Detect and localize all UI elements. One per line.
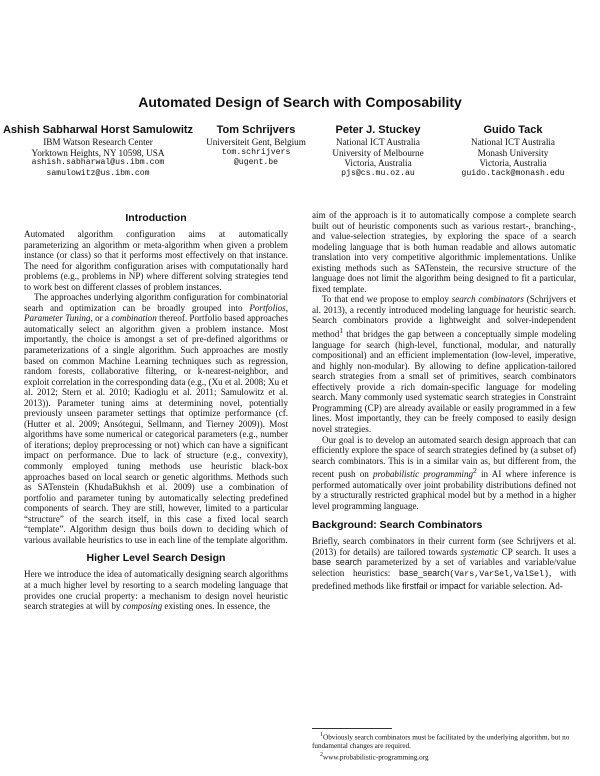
author-email: guido.tack@monash.edu xyxy=(461,168,565,178)
author-affiliation: Universiteit Gent, Belgium xyxy=(206,137,306,147)
section-heading-introduction: Introduction xyxy=(125,212,187,224)
footnote-ref: 1 xyxy=(339,326,344,336)
author-affiliation: University of Melbourne xyxy=(332,147,424,158)
intro-paragraph: Automated algorithm configuration aims at automatically parameterizing an algorithm or meta-algorithm when given a problem instance (or class) so that it performs most effectively on that instance. The need for algorithm configuration arises with computationally hard problems (e.g., problems in NP) where different solving strategies tend to work best on different classes of problem instances. xyxy=(24,229,288,292)
author-affiliation: National ICT Australia xyxy=(470,137,556,147)
author-name: Tom Schrijvers xyxy=(216,124,296,136)
author-name: Peter J. Stuckey xyxy=(335,124,421,136)
background-paragraph: Briefly, search combinators in their current form (see Schrijvers et al. (2013) for details) are tailored towards systematic CP search. It uses a base search parameterized by a set of variables and variable/value selection heuristics: base_search(Vars,VarSel,ValSel), with predefined methods like firstfail or impact for variable selection. Ad- xyxy=(312,536,577,591)
body-paragraph: aim of the approach is it to automatically compose a complete search built out of heuristic components such as various restart-, branching-, and value-selection strategies, by exploring the space of a search modeling language that is both human readable and allows automatic translation into very competitive algorithmic implementations. Unlike existing methods such as SATenstein, the recursive structure of the language does not limit the algorithm being designed to fit a particular, fixed template. xyxy=(312,210,576,294)
author-address: Yorktown Heights, NY 10598, USA xyxy=(31,147,165,158)
right-column xyxy=(312,210,576,591)
footnotes xyxy=(312,731,576,763)
author-block-ibm xyxy=(0,124,196,179)
footnote-1: $^1$Obviously search combinators must be facilitated by the underlying algorithm, but no fundamental changes are required. xyxy=(312,732,570,751)
section-heading-higher-level: Higher Level Search Design xyxy=(86,552,226,565)
intro-paragraph: The approaches underlying algorithm configuration for combinatorial searh and optimization can be broadly grouped into Portfolios, Parameter Tuning, or a combination thereof. Portfolio based approaches automatically select an algorithm given a problem instance. Most importantly, the choice is amongst a set of pre-defined algorithms or parameterizations of a single algorithm. Such approaches are mostly based on common Machine Learning techniques such as regression, random forests, collaborative filtering, or k-nearest-neighbor, and exploit correlation in the corresponding data (e.g., (Xu et al. 2008; Xu et al. 2012; Stern et al. 2010; Kadioglu et al. 2011; Samulowitz et al. 2013)). Parameter tuning aims at determining novel, potentially previously unseen parameter settings that optimize performance (cf. (Hutter et al. 2009; Ansótegui, Sellmann, and Tierney 2009)). Most algorithms have some numerical or categorical parameters (e.g., number of iterations; deploy preprocessing or not) which can have a significant impact on performance. Due to lack of structure (e.g., convexity), commonly employed tuning methods use heuristic black-box approaches based on local search or genetic algorithms. Methods such as SATenstein (KhudaBukhsh et al. 2009) use a combination of portfolio and parameter tuning by automatically selecting predefined components of search. They are still, however, limited to a particular “structure” of the search itself, in this case a fixed local search “template”. Algorithm design thus boils down to deciding which of various available heuristics to use in each line of the template algorithm. xyxy=(24,292,288,545)
author-affiliation: Monash University xyxy=(477,147,549,158)
author-email: tom.schrijvers xyxy=(221,147,291,157)
higher-level-paragraph: Here we introduce the idea of automatically designing search algorithms at a much higher level by resorting to a search modeling language that provides one crucial property: a mechanism to design novel heuristic search strategies at will by composing existing ones. In essence, the xyxy=(24,569,288,612)
author-email: pjs@cs.mu.oz.au xyxy=(341,168,415,178)
paper-title: Automated Design of Search with Composability xyxy=(138,94,462,110)
author-affiliation: IBM Watson Research Center xyxy=(43,137,153,147)
author-email: @ugent.be xyxy=(233,158,279,167)
footnote-divider xyxy=(312,728,392,729)
author-names: Ashish Sabharwal Horst Samulowitz xyxy=(2,124,194,136)
author-address: Victoria, Australia xyxy=(479,158,547,168)
author-email: samulowitz@us.ibm.com xyxy=(46,168,150,178)
body-paragraph: Our goal is to develop an automated search design approach that can efficiently explore the space of search strategies defined by (a subset of) search combinators. This is in a similar vain as, but different from, the recent push on probabilistic programming$^2$ in AI where inference is performed automatically over joint probability distributions defined not by a structurally restricted graphical model but by a method in a higher level programming language. xyxy=(312,434,577,511)
left-column xyxy=(24,210,288,612)
section-heading-background: Background: Search Combinators xyxy=(312,519,483,532)
author-block-monash xyxy=(438,124,588,179)
body-paragraph: To that end we propose to employ search combinators (Schrijvers et al. 2013), a recently introduced modeling language for heuristic search. Search combinators provide a lightweight and solver-independent method$^1$ that bridges the gap between a conceptually simple modeling language for search (high-level, functional, modular, and naturally compositional) and an efficient implementation (low-level, imperative, and highly non-modular). By allowing to define application-tailored search strategies from a small set of primitives, search combinators effectively provide a rich domain-specific language for modeling search. Many commonly used systematic search strategies in Constraint Programming (CP) are already available or easily programmed in a few lines. Most importantly, they can be freely composed to easily design novel strategies. xyxy=(312,294,576,434)
author-affiliation: National ICT Australia xyxy=(335,137,421,147)
author-name: Guido Tack xyxy=(483,124,543,136)
author-block-gent xyxy=(196,124,316,169)
author-email: ashish.sabharwal@us.ibm.com xyxy=(31,158,165,167)
footnote-ref: 2 xyxy=(473,466,477,476)
author-block-melbourne xyxy=(316,124,440,179)
author-address: Victoria, Australia xyxy=(344,158,412,168)
footnote-2: $^2$www.probabilistic-programming.org xyxy=(320,752,429,762)
